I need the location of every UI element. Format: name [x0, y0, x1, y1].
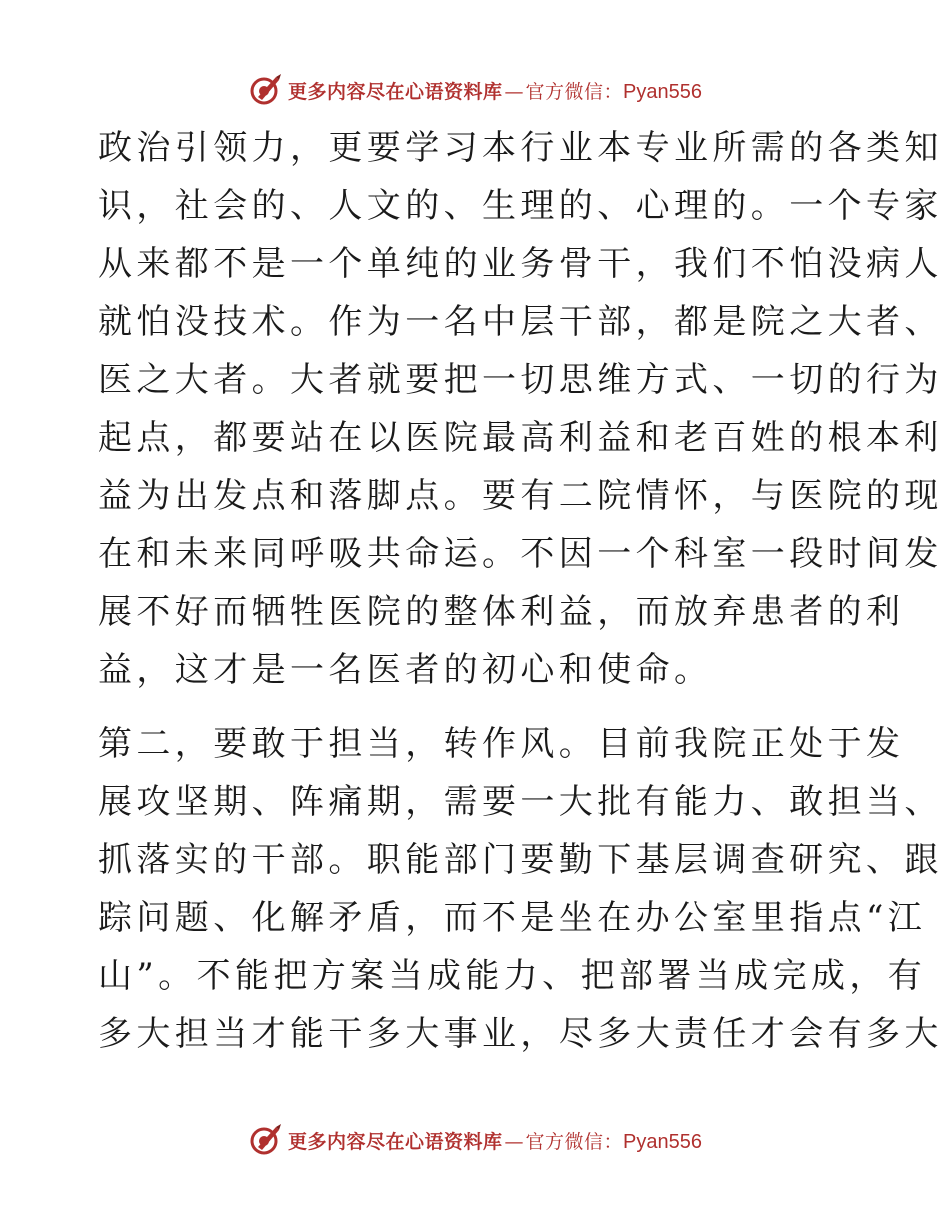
body-line: 展攻坚期、阵痛期，需要一大批有能力、敢担当、 [98, 782, 943, 822]
body-line: 抓落实的干部。职能部门要勤下基层调查研究、跟 [98, 840, 943, 880]
quill-logo-icon [248, 1123, 282, 1157]
footer-wechat-id: Pyan556 [623, 1130, 702, 1153]
body-line: 益为出发点和落脚点。要有二院情怀，与医院的现 [98, 476, 943, 516]
footer-text [288, 1127, 702, 1154]
body-line: 政治引领力，更要学习本行业本专业所需的各类知 [98, 128, 943, 168]
header-main-text: 更多内容尽在心语资料库 [288, 80, 503, 103]
body-line: 展不好而牺牲医院的整体利益，而放弃患者的利 [98, 592, 905, 632]
body-line: 医之大者。大者就要把一切思维方式、一切的行为 [98, 360, 943, 400]
footer-main-text: 更多内容尽在心语资料库 [288, 1130, 503, 1153]
footer-separator: — [504, 1130, 524, 1153]
footer-banner [0, 1120, 950, 1160]
body-line: 就怕没技术。作为一名中层干部，都是院之大者、 [98, 302, 943, 342]
body-line: 踪问题、化解矛盾，而不是坐在办公室里指点“江 [98, 898, 927, 938]
body-line: 起点，都要站在以医院最高利益和老百姓的根本利 [98, 418, 943, 458]
body-line: 益，这才是一名医者的初心和使命。 [98, 650, 713, 690]
body-line: 多大担当才能干多大事业，尽多大责任才会有多大 [98, 1014, 943, 1054]
body-line: 从来都不是一个单纯的业务骨干，我们不怕没病人 [98, 244, 943, 284]
header-wechat-id: Pyan556 [623, 80, 702, 103]
body-line: 山”。不能把方案当成能力、把部署当成完成，有 [98, 956, 927, 996]
body-line: 识，社会的、人文的、生理的、心理的。一个专家 [98, 186, 943, 226]
footer-wechat-label: 官方微信： [525, 1130, 624, 1153]
header-separator: — [504, 80, 524, 103]
body-line: 第二，要敢于担当，转作风。目前我院正处于发 [98, 724, 905, 764]
body-line: 在和未来同呼吸共命运。不因一个科室一段时间发 [98, 534, 943, 574]
header-wechat-label: 官方微信： [525, 80, 624, 103]
